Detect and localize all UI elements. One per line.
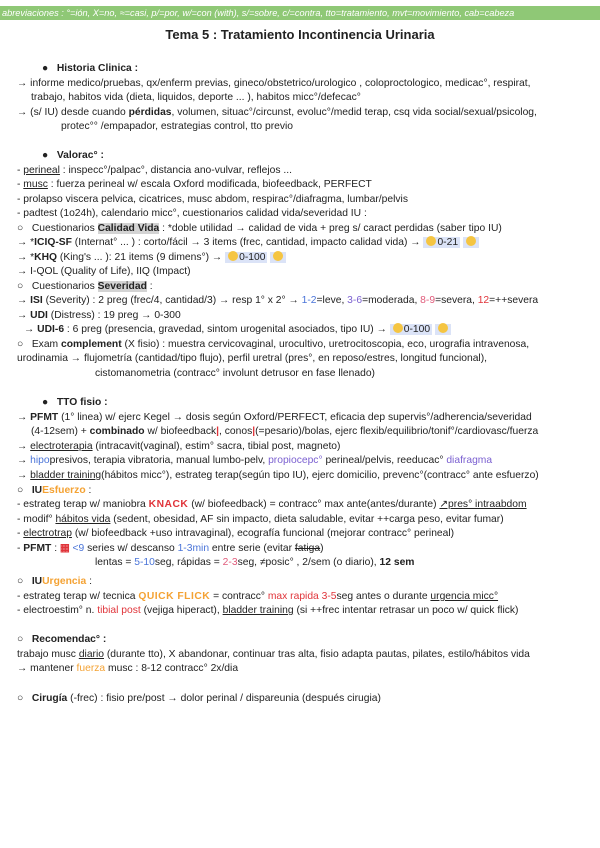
tto-line-11: lentas = 5-10seg, rápidas = 2-3seg, ≠posic° , 2/sem (o diario), 12 sem [95,557,415,568]
text-cursor-icon: | [216,426,220,437]
valorac-line-8: → I-QOL (Quality of Life), IIQ (Impact) [17,266,191,277]
recomendac-line-1: trabajo musc diario (durante tto), X abandonar, continuar tras alta, fisio adapta pautas, pilates, estilo/hábitos vida [17,649,530,660]
tto-heading: TTO fisio : [56,397,108,408]
tto-line-1: → PFMT (1° linea) w/ ejerc Kegel → dosis según Oxford/PERFECT, eficacia dep supervis°/adherencia/severidad [17,412,532,423]
valorac-line-15: cistomanometria (contracc° involunt detrusor en fase llenado) [95,368,375,379]
section-historia [42,62,138,75]
valorac-heading: Valorac° : [56,150,104,161]
recomendac-line-2: → mantener fuerza musc : 8-12 contracc° 2x/dia [17,663,239,674]
tto-line-2: (4-12sem) + combinado w/ biofeedback|, conos|(=pesario)/bolas, ejerc flexib/equilibrio/tonif°/cardiovasc/fuerza [31,426,539,437]
tto-line-8: - modif° hábitos vida (sedent, obesidad, AF sin impacto, dieta saludable, evitar ++carga peso, evitar fumar) [17,514,504,525]
tto-line-12: ○ IUUrgencia : [17,576,92,587]
tto-line-4: → hipopresivos, terapia vibratoria, manual lumbo-pelv, propiocepc° perineal/pelvis, reeducac° diafragma [17,455,493,466]
valorac-line-4: - padtest (1o24h), calendario micc°, cuestionarios calidad vida/severidad IU : [17,208,367,219]
valorac-line-1: - perineal : inspecc°/palpac°, distancia ano-vulvar, reflejos ... [17,165,292,176]
historia-heading: Historia Clinica : [56,63,139,74]
tto-line-3: → electroterapia (intracavit(vaginal), estim° sacra, tibial post, magneto) [17,441,341,452]
valorac-line-9: ○ Cuestionarios Severidad : [17,281,153,292]
page-title: Tema 5 : Tratamiento Incontinencia Urinaria [165,27,435,42]
text-cursor-icon: | [252,426,256,437]
tto-line-7: - estrateg terap w/ maniobra KNACK (w/ biofeedback) = contracc° max ante(antes/durante) ↗pres° intraabdom [17,499,527,510]
historia-line-1: → informe medico/pruebas, qx/enferm previas, gineco/obstetrico/urologico , coloproctologico, medicac°, respirat, [17,78,531,89]
smile-emoji-icon [228,251,238,261]
historia-line-3: → (s/ IU) desde cuando pérdidas, volumen, situac°/circunst, evoluc°/medid terap, csq vida social/sexual/psicolog, [17,107,537,118]
section-cirugia: ○ Cirugía (-frec) : fisio pre/post → dolor perinal / dispareunia (después cirugia) [17,693,381,704]
calendar-icon: ▦ [59,543,70,554]
smile-emoji-icon [426,236,436,246]
valorac-line-2: - musc : fuerza perineal w/ escala Oxford modificada, biofeedback, PERFECT [17,179,372,190]
bullet-icon: ● [42,150,49,161]
valorac-line-13: ○ Exam complement (X fisio) : muestra cervicovaginal, urocultivo, uretrocitoscopia, eco, urografia intravenosa, [17,339,530,350]
valorac-line-12: → UDI-6 : 6 preg (presencia, gravedad, sintom urogenital asociados, tipo IU) → 0-100 [24,323,451,336]
valorac-line-10: → ISI (Severity) : 2 preg (frec/4, cantidad/3) → resp 1° x 2° → 1-2=leve, 3-6=moderada, 8-9=severa, 12=++severa [17,295,539,306]
historia-line-2: trabajo, habitos vida (dieta, liquidos, deporte ... ), habitos micc°/defecac° [31,92,361,103]
sad-emoji-icon [438,323,448,333]
bullet-icon: ● [42,63,49,74]
recomendac-heading: Recomendac° : [31,634,107,645]
valorac-line-3: - prolapso viscera pelvica, cicatrices, musc abdom, respirac°/diafragma, lumbar/pelvis [17,194,408,205]
tto-line-14: - electroestim° n. tibial post (vejiga hiperact), bladder training (si ++frec intentar retrasar un poco w/ quick flick) [17,605,519,616]
abbreviations-banner: abreviaciones : °=ión, X=no, ≈=casi, p/=por, w/=con (with), s/=sobre, c/=contra, tto=tratamiento, mvt=movimiento, cab=cabeza [0,6,600,20]
historia-line-4: protec°° /empapador, estrategias control, tto previo [61,121,294,132]
tto-line-6: ○ IUEsfuerzo : [17,485,92,496]
bullet-icon: ● [42,397,49,408]
section-recomendac: ○ Recomendac° : [17,634,107,645]
valorac-line-11: → UDI (Distress) : 19 preg → 0-300 [17,310,181,321]
tto-line-10: - PFMT : ▦ <9 series w/ descanso 1-3min entre serie (evitar fatiga) [17,543,324,554]
sad-emoji-icon [466,236,476,246]
tto-line-9: - electrotrap (w/ biofeedback +uso intravaginal), ecografía funcional (mejorar contracc° perineal) [17,528,455,539]
valorac-line-7: → *KHQ (King's ... ): 21 items (9 dimens°) → 0-100 [17,251,286,264]
section-tto [42,396,108,409]
tto-line-13: - estrateg terap w/ tecnica QUICK FLICK = contracc° max rapida 3-5seg antes o durante urgencia micc° [17,591,499,602]
tto-line-5: → bladder training(hábitos micc°), estrateg terap(según tipo IU), ejerc domicilio, prevenc°(contracc° ante esfuerzo) [17,470,539,481]
smile-emoji-icon [393,323,403,333]
sad-emoji-icon [273,251,283,261]
valorac-line-5: ○ Cuestionarios Calidad Vida : *doble utilidad → calidad de vida + preg s/ caract perdidas (saber tipo IU) [17,223,502,234]
valorac-line-6: → *ICIQ-SF (Internat° ... ) : corto/fácil → 3 items (frec, cantidad, impacto calidad vida) → 0-21 [17,236,479,249]
section-valorac [42,149,104,162]
valorac-line-14: urodinamia → flujometría (cantidad/tipo flujo), perfil uretral (pres°, en reposo/estres, longitud funcional), [17,353,487,364]
